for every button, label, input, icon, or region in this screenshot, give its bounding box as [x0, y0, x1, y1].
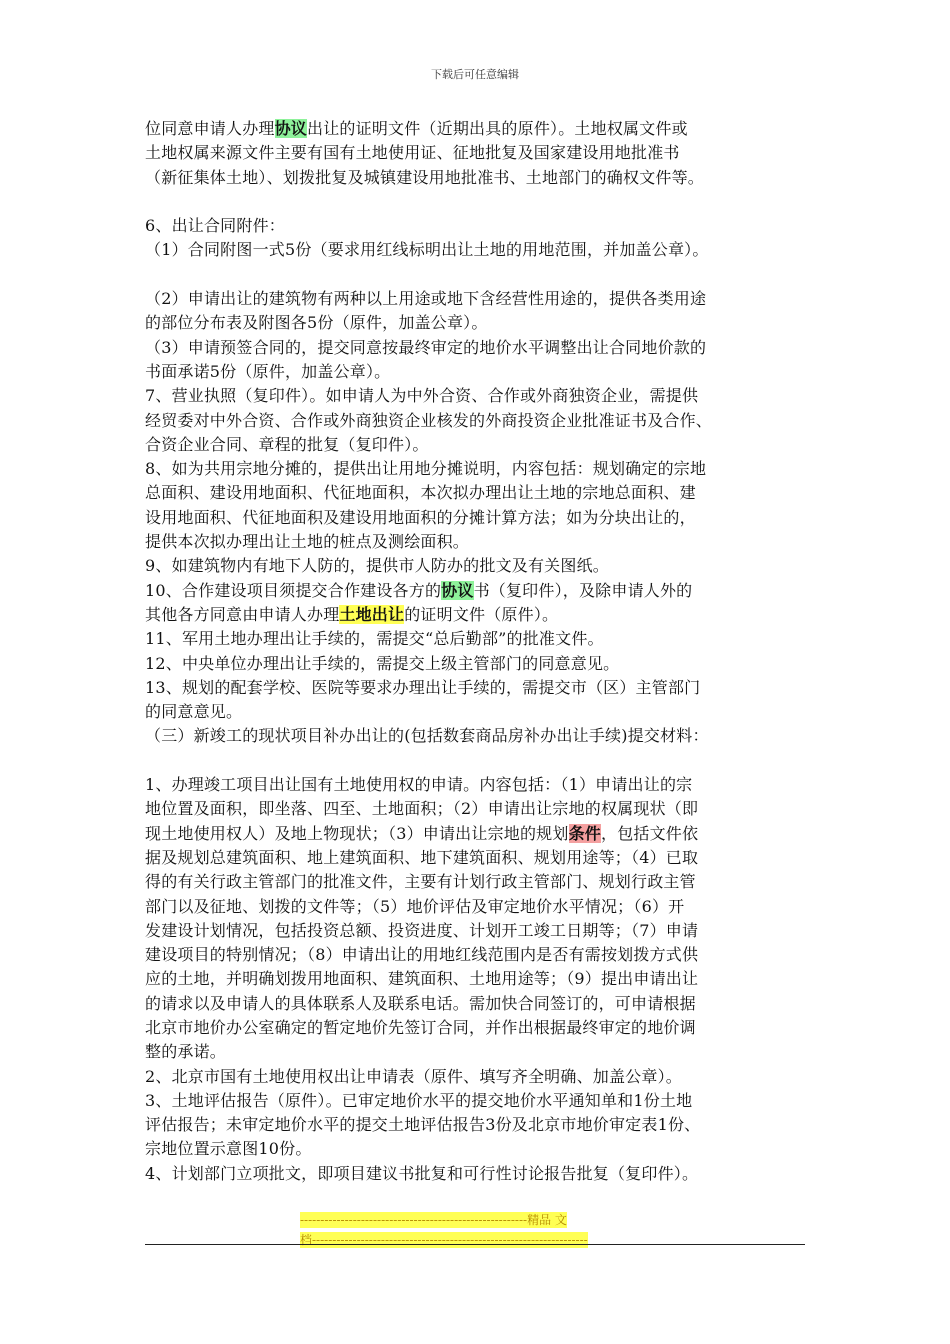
text-segment: 8、如为共用宗地分摊的，提供出让用地分摊说明，内容包括：规划确定的宗地	[145, 459, 707, 479]
text-line	[145, 1040, 813, 1064]
text-segment: 发建设计划情况，包括投资总额、投资进度、计划开工竣工日期等；（7）申请	[145, 920, 699, 940]
text-segment: 9、如建筑物内有地下人防的，提供市人防办的批文及有关图纸。	[145, 556, 609, 576]
text-line	[145, 676, 813, 700]
text-segment: 建设项目的特别情况；（8）申请出让的用地红线范围内是否有需按划拨方式供	[145, 945, 699, 965]
text-segment: 总面积、建设用地面积、代征地面积，本次拟办理出让土地的宗地总面积、建	[145, 483, 696, 503]
text-line	[145, 1113, 813, 1137]
text-line	[145, 943, 813, 967]
footer-line-2: 档--------------------------------------------------------------------	[300, 1233, 588, 1247]
text-segment: 北京市地价办公室确定的暂定地价先签订合同，并作出根据最终审定的地价调	[145, 1017, 696, 1037]
text-segment: （3）申请预签合同的，提交同意按最终审定的地价水平调整出让合同地价款的	[145, 337, 707, 357]
text-segment: 评估报告；未审定地价水平的提交土地评估报告3份及北京市地价审定表1份、	[145, 1115, 701, 1135]
text-line	[145, 919, 813, 943]
text-segment: （1）合同附图一式5份（要求用红线标明出让土地的用地范围，并加盖公章）。	[145, 240, 709, 260]
text-segment: 3、土地评估报告（原件）。已审定地价水平的提交地价水平通知单和1份土地	[145, 1090, 693, 1110]
text-segment: 部门以及征地、划拨的文件等；（5）地价评估及审定地价水平情况；（6）开	[145, 896, 685, 916]
text-segment: 提供本次拟办理出让土地的桩点及测绘面积。	[145, 532, 470, 552]
highlighted-term: 协议	[274, 119, 308, 138]
text-segment: 书（复印件），及除申请人外的	[473, 580, 693, 600]
text-segment: 应的土地，并明确划拨用地面积、建筑面积、土地用途等；（9）提出申请出让	[145, 969, 699, 989]
text-line	[145, 1162, 813, 1186]
highlighted-term: 协议	[441, 580, 474, 600]
text-line	[145, 214, 813, 238]
text-line	[145, 141, 813, 165]
footer-watermark	[300, 1212, 650, 1252]
text-line	[145, 652, 813, 676]
text-line	[145, 287, 813, 311]
text-segment: 土地权属来源文件主要有国有土地使用证、征地批复及国家建设用地批准书	[145, 143, 680, 163]
text-segment: ，包括文件依	[601, 823, 699, 843]
text-segment: 现土地使用权人）及地上物现状；（3）申请出让宗地的规划	[145, 823, 569, 843]
text-segment: 11、军用土地办理出让手续的，需提交“总后勤部”的批准文件。	[145, 629, 604, 649]
text-line	[145, 554, 813, 578]
text-line	[145, 627, 813, 651]
text-line	[145, 457, 813, 481]
highlighted-term: 土地出让	[339, 604, 405, 624]
text-line	[145, 311, 813, 335]
text-segment: 其他各方同意由申请人办理	[145, 604, 340, 624]
text-line	[145, 360, 813, 384]
text-line	[145, 797, 813, 821]
text-line	[145, 724, 813, 748]
text-segment: 整的承诺。	[145, 1042, 227, 1062]
footer-line-1: --------------------------------------------------------精品 文	[300, 1213, 567, 1227]
footer-divider	[145, 1244, 805, 1245]
text-line	[145, 1137, 813, 1161]
text-segment: 的证明文件（原件）。	[404, 604, 559, 624]
text-line	[145, 579, 813, 603]
blank-line	[145, 190, 813, 214]
text-segment: 的同意意见。	[145, 702, 243, 722]
blank-line	[145, 263, 813, 287]
text-segment: 书面承诺5份（原件，加盖公章）。	[145, 361, 391, 381]
text-segment: 合资企业合同、章程的批复（复印件）。	[145, 434, 429, 454]
text-line	[145, 384, 813, 408]
text-segment: （新征集体土地）、划拨批复及城镇建设用地批准书、土地部门的确权文件等。	[145, 167, 705, 187]
text-line	[145, 603, 813, 627]
document-body	[145, 117, 813, 1186]
text-line	[145, 700, 813, 724]
text-line	[145, 117, 813, 141]
text-segment: 13、规划的配套学校、医院等要求办理出让手续的，需提交市（区）主管部门	[145, 677, 701, 697]
text-line	[145, 870, 813, 894]
text-line	[145, 967, 813, 991]
text-segment: 的部位分布表及附图各5份（原件，加盖公章）。	[145, 313, 488, 333]
text-segment: 得的有关行政主管部门的批准文件，主要有计划行政主管部门、规划行政主管	[145, 872, 696, 892]
text-line	[145, 895, 813, 919]
text-line	[145, 1065, 813, 1089]
text-segment: （2）申请出让的建筑物有两种以上用途或地下含经营性用途的，提供各类用途	[145, 289, 707, 309]
text-segment: 的请求以及申请人的具体联系人及联系电话。需加快合同签订的，可申请根据	[145, 993, 696, 1013]
text-line	[145, 336, 813, 360]
text-segment: 宗地位置示意图10份。	[145, 1139, 312, 1159]
text-segment: 出让的证明文件（近期出具的原件）。土地权属文件或	[307, 119, 688, 138]
text-segment: 地位置及面积，即坐落、四至、土地面积；（2）申请出让宗地的权属现状（即	[145, 799, 699, 819]
text-line	[145, 481, 813, 505]
text-segment: 1、办理竣工项目出让国有土地使用权的申请。内容包括：（1）申请出让的宗	[145, 775, 693, 795]
text-segment: 2、北京市国有土地使用权出让申请表（原件、填写齐全明确、加盖公章）。	[145, 1066, 682, 1086]
highlighted-term: 条件	[568, 823, 601, 843]
text-line	[145, 1016, 813, 1040]
text-segment: 10、合作建设项目须提交合作建设各方的	[145, 580, 442, 600]
text-line	[145, 238, 813, 262]
text-line	[145, 822, 813, 846]
text-segment: 据及规划总建筑面积、地上建筑面积、地下建筑面积、规划用途等；（4）已取	[145, 847, 699, 867]
text-line	[145, 1089, 813, 1113]
text-segment: 7、营业执照（复印件）。如申请人为中外合资、合作或外商独资企业，需提供	[145, 386, 699, 406]
text-segment: 位同意申请人办理	[145, 119, 275, 138]
text-segment: 6、出让合同附件：	[145, 216, 285, 236]
blank-line	[145, 749, 813, 773]
text-segment: 设用地面积、代征地面积及建设用地面积的分摊计算方法；如为分块出让的，	[145, 507, 696, 527]
text-line	[145, 166, 813, 190]
text-line	[145, 433, 813, 457]
text-segment: （三）新竣工的现状项目补办出让的(包括数套商品房补办出让手续)提交材料：	[145, 726, 709, 746]
page-header: 下载后可任意编辑	[431, 68, 519, 81]
text-segment: 经贸委对中外合资、合作或外商独资企业核发的外商投资企业批准证书及合作、	[145, 410, 713, 430]
text-line	[145, 506, 813, 530]
text-line	[145, 773, 813, 797]
text-line	[145, 846, 813, 870]
text-segment: 4、计划部门立项批文，即项目建议书批复和可行性讨论报告批复（复印件）。	[145, 1163, 699, 1183]
text-line	[145, 992, 813, 1016]
text-line	[145, 530, 813, 554]
text-line	[145, 409, 813, 433]
text-segment: 12、中央单位办理出让手续的，需提交上级主管部门的同意意见。	[145, 653, 620, 673]
